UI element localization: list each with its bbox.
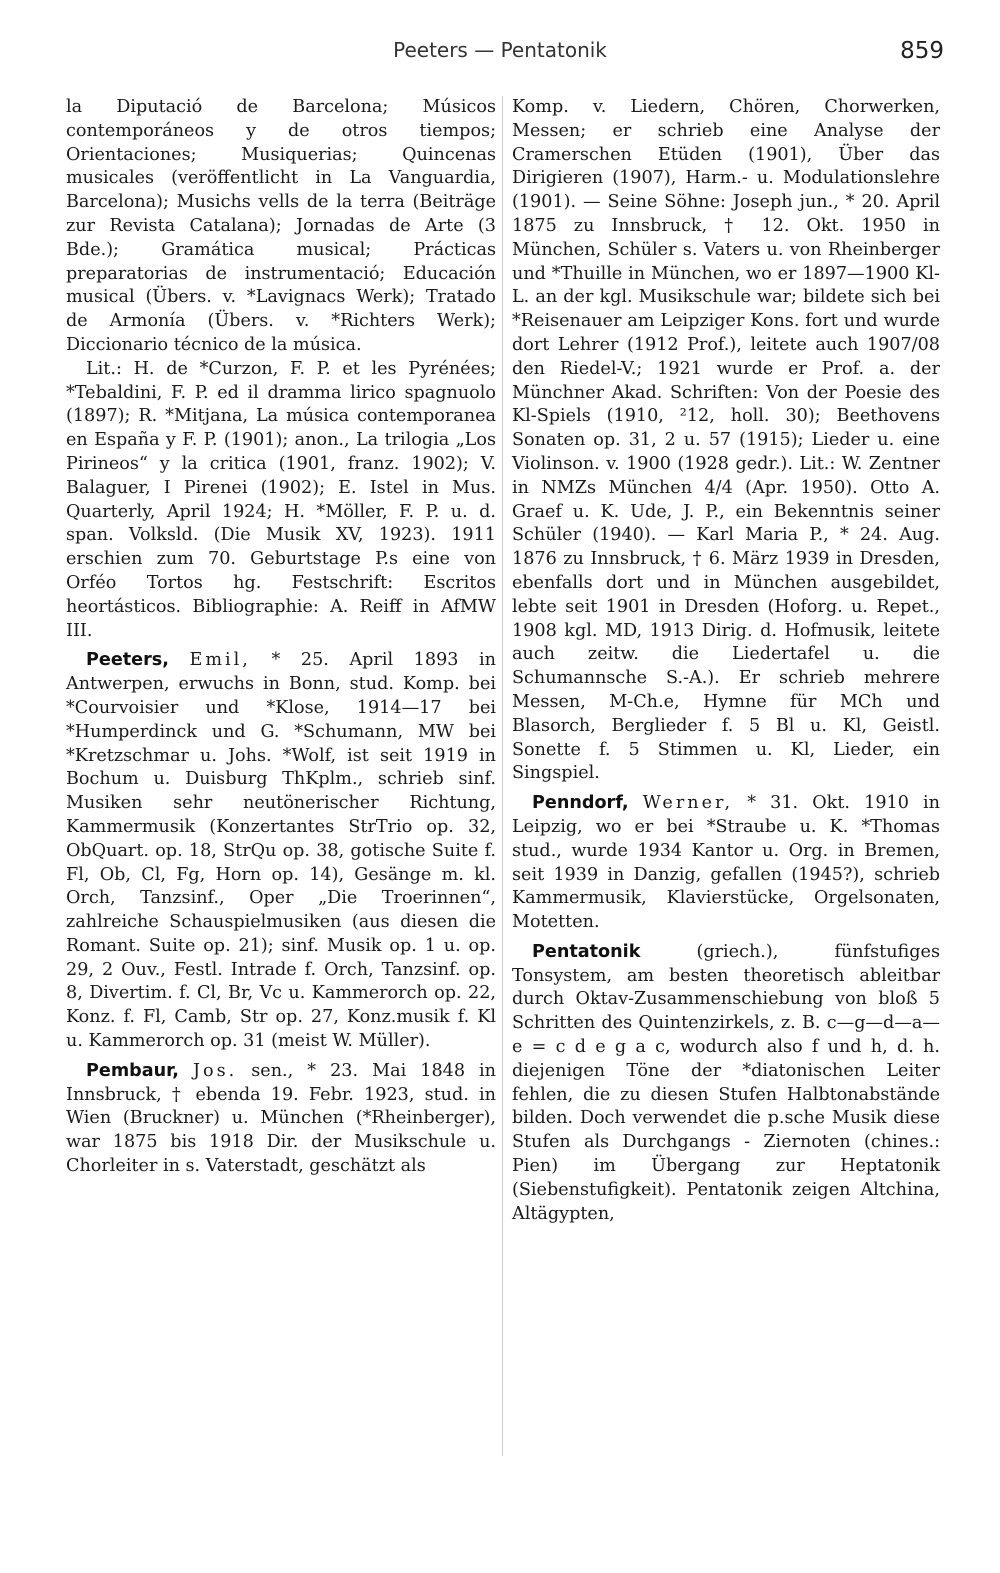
entry-text-penndorf: * 31. Okt. 1910 in Leipzig, wo er bei *Straube u. K. *Thomas stud., wurde 1934 Kantor u. Org. in Bremen, seit 1939 in Danzig, gefallen (1945?), schrieb Kammermusik, Klavierstücke, Orgelsonaten, Motetten. [512, 793, 940, 933]
entry-pentatonik [512, 941, 940, 1227]
entry-name-peeters: Emil, [189, 650, 251, 671]
paragraph-pedrell-literature: Lit.: H. de *Curzon, F. P. et les Pyrénées; *Tebaldini, F. P. ed il dramma lirico spagnuolo (1897); R. *Mitjana, La música contemporanea en España y F. P. (1901); anon., La trilogia „Los Pirineos“ y la critica (1901, franz. 1902); V. Balaguer, I Pirenei (1902); E. Istel in Mus. Quarterly, April 1924; H. *Möller, F. P. u. d. span. Volksld. (Die Musik XV, 1923). 1911 erschien zum 70. Geburtstage P.s eine von Orféo Tortos hg. Festschrift: Escritos heortásticos. Bibliographie: A. Reiff in AfMW III. [66, 358, 496, 641]
entry-penndorf [512, 792, 940, 935]
entry-text-pentatonik: (griech.), fünfstufiges Tonsystem, am besten theoretisch ableitbar durch Oktav-Zusammenschiebung von bloß 5 Schritten des Quintenzirkels, z. B. c—g—d—a—e = c d e g a c, wodurch also f und h, d. h. diejenigen Töne der *diatonischen Leiter fehlen, die zu diesen Stufen Halbtonabstände bilden. Doch verwendet die p.sche Musik diese Stufen als Durchgangs - Ziernoten (chines.: Pien) im Übergang zur Heptatonik (Siebenstufigkeit). Pentatonik zeigen Altchina, Altägypten, [512, 941, 940, 1224]
page-number: 859 [900, 38, 944, 64]
entry-peeters [66, 649, 496, 1054]
entry-headword-pembaur: Pembaur, [86, 1060, 179, 1081]
entry-headword-penndorf: Penndorf, [532, 793, 629, 814]
page-header [0, 38, 1000, 74]
entry-name-penndorf: Werner, [642, 793, 734, 814]
entry-text-peeters: * 25. April 1893 in Antwerpen, erwuchs in Bonn, stud. Komp. bei *Courvoisier und *Klose, 1914—17 bei *Humperdinck und G. *Schumann, MW bei *Kretzschmar u. Johs. *Wolf, ist seit 1919 in Bochum u. Duisburg ThKplm., schrieb sinf. Musiken sehr neutönerischer Richtung, Kammermusik (Konzertantes StrTrio op. 32, ObQuart. op. 18, StrQu op. 38, gotische Suite f. Fl, Ob, Cl, Fg, Horn op. 14), Gesänge m. kl. Orch, Tanzsinf., Oper „Die Troerinnen“, zahlreiche Schauspielmusiken (aus diesen die Romant. Suite op. 21); sinf. Musik op. 1 u. op. 29, 2 Ouv., Festl. Intrade f. Orch, Tanzsinf. op. 8, Divertim. f. Cl, Br, Vc u. Kammerorch op. 22, Konz. f. Fl, Camb, Str op. 27, Konz.musik f. Kl u. Kammerorch op. 31 (meist W. Müller). [66, 650, 497, 1052]
entry-text-pembaur: sen., * 23. Mai 1848 in Innsbruck, † ebenda 19. Febr. 1923, stud. in Wien (Bruckner) u. München (*Rheinberger), war 1875 bis 1918 Dir. der Musikschule u. Chorleiter in s. Vaterstadt, geschätzt als [66, 1060, 497, 1177]
entry-name-pembaur: Jos. [192, 1060, 238, 1081]
paragraph-pedrell-works: la Diputació de Barcelona; Músicos contemporáneos y de otros tiempos; Orientaciones; Musiquerias; Quincenas musicales (veröffentlicht in La Vanguardia, Barcelona); Musichs vells de la terra (Beiträge zur Revista Catalana); Jornadas de Arte (3 Bde.); Gramática musical; Prácticas preparatorias de instrumentació; Educación musical (Übers. v. *Lavignacs Werk); Tratado de Armonía (Übers. v. *Richters Werk); Diccionario técnico de la música. [66, 97, 496, 355]
left-column [66, 96, 496, 1179]
right-column [512, 96, 940, 1226]
entry-headword-pentatonik: Pentatonik [532, 941, 641, 962]
entry-pembaur [66, 1060, 496, 1179]
column-divider [502, 96, 503, 1456]
paragraph-pembaur-continued: Komp. v. Liedern, Chören, Chorwerken, Messen; er schrieb eine Analyse der Cramerschen Etüden (1901), Über das Dirigieren (1907), Harm.- u. Modulationslehre (1901). — Seine Söhne: Joseph jun., * 20. April 1875 zu Innsbruck, † 12. Okt. 1950 in München, Schüler s. Vaters u. von Rheinberger und *Thuille in München, wo er 1897—1900 Kl-L. an der kgl. Musikschule war; bildete sich bei *Reisenauer am Leipziger Kons. fort und wurde dort Lehrer (1912 Prof.), leitete auch 1907/08 den Riedel-V.; 1921 wurde er Prof. a. der Münchner Akad. Schriften: Von der Poesie des Kl-Spiels (1910, ²12, holl. 30); Beethovens Sonaten op. 31, 2 u. 57 (1915); Lieder u. eine Violinson. v. 1900 (1928 gedr.). Lit.: W. Zentner in NMZs München 4/4 (Apr. 1950). Otto A. Graef u. K. Ude, J. P., ein Bekenntnis seiner Schüler (1940). — Karl Maria P., * 24. Aug. 1876 zu Innsbruck, † 6. März 1939 in Dresden, ebenfalls dort und in München ausgebildet, lebte seit 1901 in Dresden (Hoforg. u. Repet., 1908 kgl. MD, 1913 Dirig. d. Hofmusik, leitete auch zeitw. die Liedertafel u. die Schumannsche S.-A.). Er schrieb mehrere Messen, M-Ch.e, Hymne für MCh und Blasorch, Berglieder f. 5 Bl u. Kl, Geistl. Sonette f. 5 Stimmen u. Kl, Lieder, ein Singspiel. [512, 97, 940, 784]
entry-headword-peeters: Peeters, [86, 650, 169, 671]
running-head: Peeters — Pentatonik [393, 38, 607, 62]
